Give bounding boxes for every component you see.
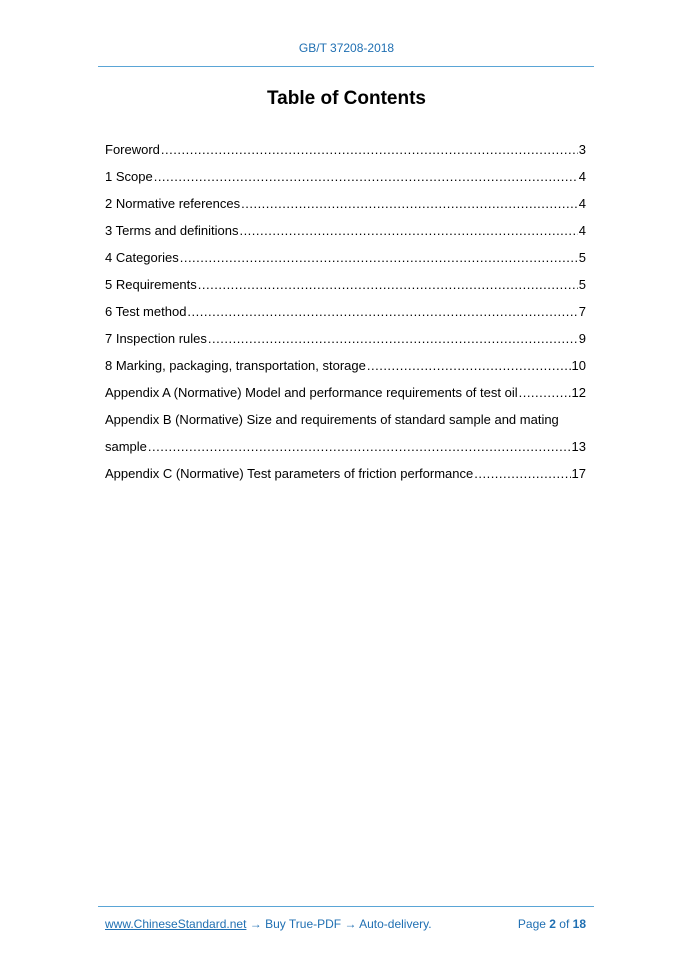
toc-entry-page: 17 <box>571 466 586 481</box>
toc-entry-label: 4 Categories <box>105 250 179 265</box>
toc-entry-page: 10 <box>571 358 586 373</box>
toc-entry-label: 2 Normative references <box>105 196 241 211</box>
toc-leader-dots <box>180 250 578 266</box>
footer-promo <box>105 917 432 931</box>
toc-entry-page: 4 <box>578 223 586 238</box>
toc-leader-dots <box>241 196 578 212</box>
footer-divider <box>98 906 594 907</box>
toc-entry-marking[interactable] <box>105 358 586 374</box>
toc-entry-appendix-b[interactable] <box>105 412 586 428</box>
toc-entry-label: sample <box>105 439 147 454</box>
toc-entry-label: 3 Terms and definitions <box>105 223 239 238</box>
toc-leader-dots <box>367 358 571 374</box>
toc-leader-dots <box>154 169 578 185</box>
toc-entry-page: 5 <box>578 250 586 265</box>
table-of-contents <box>105 142 586 493</box>
toc-leader-dots <box>519 385 571 401</box>
toc-entry-foreword[interactable] <box>105 142 586 158</box>
toc-entry-page: 12 <box>571 385 586 400</box>
toc-entry-inspection-rules[interactable] <box>105 331 586 347</box>
website-link[interactable]: www.ChineseStandard.net <box>105 917 247 931</box>
toc-leader-dots <box>474 466 570 482</box>
toc-entry-requirements[interactable] <box>105 277 586 293</box>
toc-entry-page: 7 <box>578 304 586 319</box>
toc-entry-page: 9 <box>578 331 586 346</box>
document-code: GB/T 37208-2018 <box>298 41 395 55</box>
total-pages: 18 <box>572 917 586 931</box>
page-title: Table of Contents <box>266 88 427 109</box>
toc-entry-page: 4 <box>578 196 586 211</box>
footer-promo-text: → Buy True-PDF → Auto-delivery. <box>246 917 432 931</box>
toc-entry-label: 8 Marking, packaging, transportation, storage <box>105 358 366 373</box>
toc-entry-terms-definitions[interactable] <box>105 223 586 239</box>
toc-entry-label: Appendix B (Normative) Size and requirements of standard sample and mating <box>105 412 559 427</box>
toc-entry-page: 13 <box>571 439 586 454</box>
toc-entry-test-method[interactable] <box>105 304 586 320</box>
toc-entry-appendix-c[interactable] <box>105 466 586 482</box>
toc-entry-normative-references[interactable] <box>105 196 586 212</box>
toc-leader-dots <box>198 277 578 293</box>
toc-leader-dots <box>208 331 578 347</box>
toc-entry-label: Appendix C (Normative) Test parameters of friction performance <box>105 466 474 481</box>
toc-leader-dots <box>187 304 577 320</box>
page-of: of <box>555 917 573 931</box>
toc-leader-dots <box>239 223 577 239</box>
header-divider <box>98 66 594 67</box>
toc-entry-label: 1 Scope <box>105 169 153 184</box>
toc-leader-dots <box>161 142 578 158</box>
toc-entry-label: 5 Requirements <box>105 277 197 292</box>
toc-entry-page: 3 <box>578 142 586 157</box>
toc-entry-appendix-a[interactable] <box>105 385 586 401</box>
toc-entry-label: Foreword <box>105 142 160 157</box>
toc-entry-page: 4 <box>578 169 586 184</box>
toc-entry-scope[interactable] <box>105 169 586 185</box>
toc-entry-label: 6 Test method <box>105 304 187 319</box>
toc-entry-label: Appendix A (Normative) Model and performance requirements of test oil <box>105 385 518 400</box>
footer <box>105 917 586 931</box>
toc-entry-page: 5 <box>578 277 586 292</box>
toc-entry-appendix-b-cont[interactable] <box>105 439 586 455</box>
current-page: 2 <box>549 917 556 931</box>
page-prefix: Page <box>517 917 550 931</box>
page-indicator <box>518 917 586 931</box>
toc-entry-categories[interactable] <box>105 250 586 266</box>
toc-leader-dots <box>148 439 571 455</box>
toc-entry-label: 7 Inspection rules <box>105 331 207 346</box>
